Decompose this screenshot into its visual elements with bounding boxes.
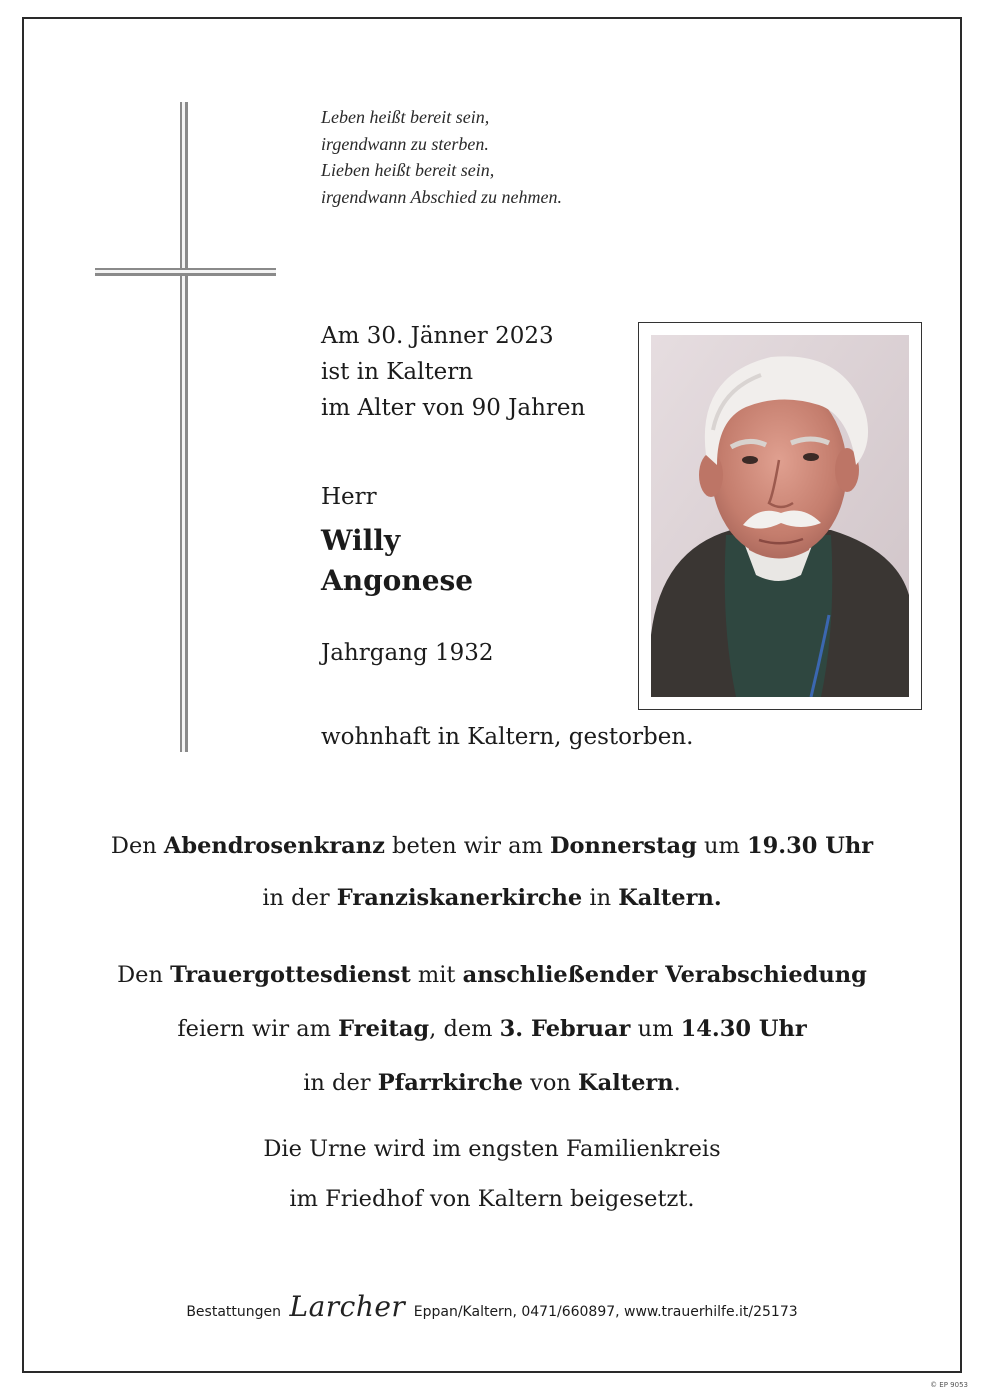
text: feiern wir am	[177, 1016, 339, 1042]
text: beten wir am	[384, 833, 551, 859]
text-bold: 19.30 Uhr	[746, 833, 874, 859]
text-bold: Freitag	[338, 1016, 430, 1042]
residence-line: wohnhaft in Kaltern, gestorben.	[321, 724, 694, 750]
funeral-line-2	[22, 1002, 962, 1056]
text-bold: Kaltern	[578, 1070, 674, 1096]
deceased-name	[321, 521, 473, 601]
text: in	[582, 885, 619, 911]
funeral-home-footer	[22, 1290, 962, 1323]
text-bold: Pfarrkirche	[377, 1070, 523, 1096]
last-name: Angonese	[321, 564, 474, 597]
text: um	[630, 1016, 681, 1042]
document-code: © EP 9053	[930, 1381, 968, 1389]
text-bold: Donnerstag	[550, 833, 697, 859]
poem-line: irgendwann Abschied zu nehmen.	[321, 186, 562, 207]
text-bold: anschließender Verabschiedung	[462, 962, 867, 988]
urn-info	[22, 1124, 962, 1224]
text: von	[522, 1070, 579, 1096]
funeral-info	[22, 948, 962, 1110]
poem	[321, 104, 721, 210]
text-bold: Kaltern.	[618, 885, 722, 911]
urn-line: im Friedhof von Kaltern beigesetzt.	[289, 1186, 695, 1212]
text-bold: Franziskanerkirche	[336, 885, 583, 911]
poem-line: irgendwann zu sterben.	[321, 133, 489, 154]
intro-line: Am 30. Jänner 2023	[321, 323, 554, 349]
text-bold: Trauergottesdienst	[170, 962, 411, 988]
portrait-photo	[651, 335, 909, 697]
first-name: Willy	[321, 524, 401, 557]
text: , dem	[429, 1016, 500, 1042]
poem-line: Leben heißt bereit sein,	[321, 107, 490, 127]
cross-vertical-bar	[180, 102, 188, 752]
salutation: Herr	[321, 484, 377, 510]
cross-horizontal-bar	[95, 268, 276, 276]
poem-line: Lieben heißt bereit sein,	[321, 160, 495, 180]
text: mit	[410, 962, 463, 988]
intro-line: im Alter von 90 Jahren	[321, 395, 586, 421]
funeral-home-logo: Larcher	[289, 1290, 406, 1323]
text: .	[673, 1070, 681, 1096]
text: Den	[117, 962, 171, 988]
text: in der	[303, 1070, 378, 1096]
portrait-frame	[638, 322, 922, 710]
text-bold: 14.30 Uhr	[680, 1016, 807, 1042]
text-bold: 3. Februar	[499, 1016, 631, 1042]
text: Den	[110, 833, 164, 859]
funeral-line-3	[22, 1056, 962, 1110]
text-bold: Abendrosenkranz	[163, 833, 385, 859]
death-announcement	[321, 318, 651, 426]
rosary-info	[22, 820, 962, 924]
intro-line: ist in Kaltern	[321, 359, 474, 385]
birth-year: Jahrgang 1932	[321, 640, 494, 666]
rosary-line-2	[22, 872, 962, 924]
footer-contact: Eppan/Kaltern, 0471/660897, www.trauerhilfe.it/25173	[413, 1304, 798, 1320]
text: in der	[262, 885, 337, 911]
urn-line: Die Urne wird im engsten Familienkreis	[263, 1136, 721, 1162]
funeral-line-1	[22, 948, 962, 1002]
footer-prefix: Bestattungen	[186, 1304, 282, 1320]
rosary-line-1	[22, 820, 962, 872]
text: um	[696, 833, 747, 859]
